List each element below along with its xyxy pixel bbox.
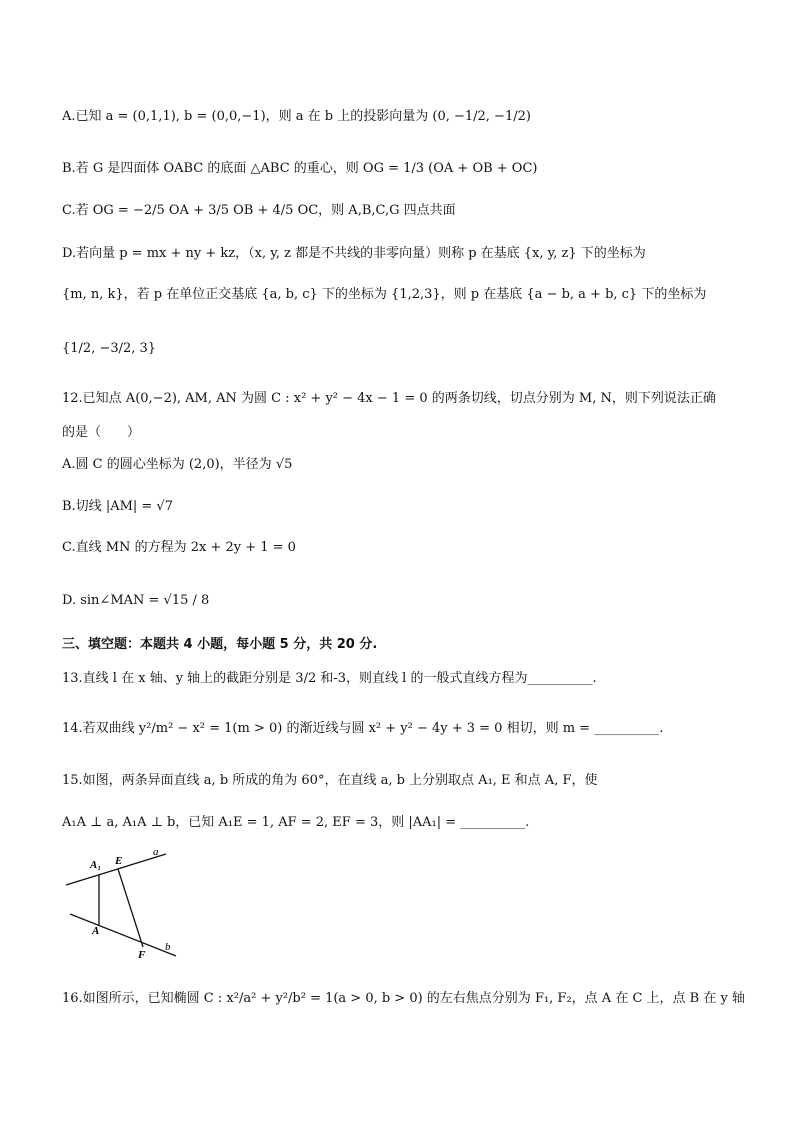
skew-lines-figure <box>58 842 198 972</box>
segment-e-f <box>118 869 143 947</box>
label-b-line: b <box>165 941 171 953</box>
label-a-point: A <box>92 925 100 937</box>
line-b <box>70 914 176 956</box>
option-a-vector-projection: A.已知 a = (0,1,1), b = (0,0,−1)，则 a 在 b 上的投影向量为 (0, −1/2, −1/2) <box>62 109 531 124</box>
label-f: F <box>138 949 146 961</box>
question-13: 13.直线 l 在 x 轴、y 轴上的截距分别是 3/2 和-3，则直线 l 的一般式直线方程为__________. <box>62 671 597 686</box>
option-d-line-2: {m, n, k}，若 p 在单位正交基底 {a, b, c} 下的坐标为 {1,2,3}，则 p 在基底 {a − b, a + b, c} 下的坐标为 <box>62 287 707 302</box>
section-3-heading: 三、填空题：本题共 4 小题，每小题 5 分，共 20 分. <box>62 637 378 652</box>
question-12-option-d: D. sin∠MAN = √15 / 8 <box>62 593 210 608</box>
question-15-stem-1: 15.如图，两条异面直线 a, b 所成的角为 60°，在直线 a, b 上分别取点 A₁, E 和点 A, F，使 <box>62 773 598 788</box>
question-12-option-c: C.直线 MN 的方程为 2x + 2y + 1 = 0 <box>62 540 296 555</box>
option-d-line-1: D.若向量 p = mx + ny + kz，（x, y, z 都是不共线的非零向量）则称 p 在基底 {x, y, z} 下的坐标为 <box>62 246 646 261</box>
label-e: E <box>115 855 123 867</box>
question-14: 14.若双曲线 y²/m² − x² = 1(m > 0) 的渐近线与圆 x² + y² − 4y + 3 = 0 相切，则 m = __________. <box>62 721 664 736</box>
question-12-option-b: B.切线 |AM| = √7 <box>62 499 173 514</box>
question-12-stem-1: 12.已知点 A(0,−2), AM, AN 为圆 C : x² + y² − 4x − 1 = 0 的两条切线，切点分别为 M, N，则下列说法正确 <box>62 391 716 406</box>
label-a1: A₁ <box>90 859 102 871</box>
question-12-option-a: A.圆 C 的圆心坐标为 (2,0)，半径为 √5 <box>62 457 293 472</box>
option-d-line-3: {1/2, −3/2, 3} <box>62 341 157 356</box>
question-16: 16.如图所示，已知椭圆 C : x²/a² + y²/b² = 1(a > 0, b > 0) 的左右焦点分别为 F₁, F₂，点 A 在 C 上，点 B 在 y 轴 <box>62 991 745 1006</box>
option-b-centroid: B.若 G 是四面体 OABC 的底面 △ABC 的重心，则 OG = 1/3 (OA + OB + OC) <box>62 161 538 176</box>
question-15-stem-2: A₁A ⊥ a, A₁A ⊥ b，已知 A₁E = 1, AF = 2, EF = 3，则 |AA₁| = __________. <box>62 815 530 830</box>
question-12-stem-2: 的是（ ） <box>62 425 141 440</box>
label-a-line: a <box>153 846 159 858</box>
option-c-coplanar: C.若 OG = −2/5 OA + 3/5 OB + 4/5 OC，则 A,B,C,G 四点共面 <box>62 203 456 218</box>
